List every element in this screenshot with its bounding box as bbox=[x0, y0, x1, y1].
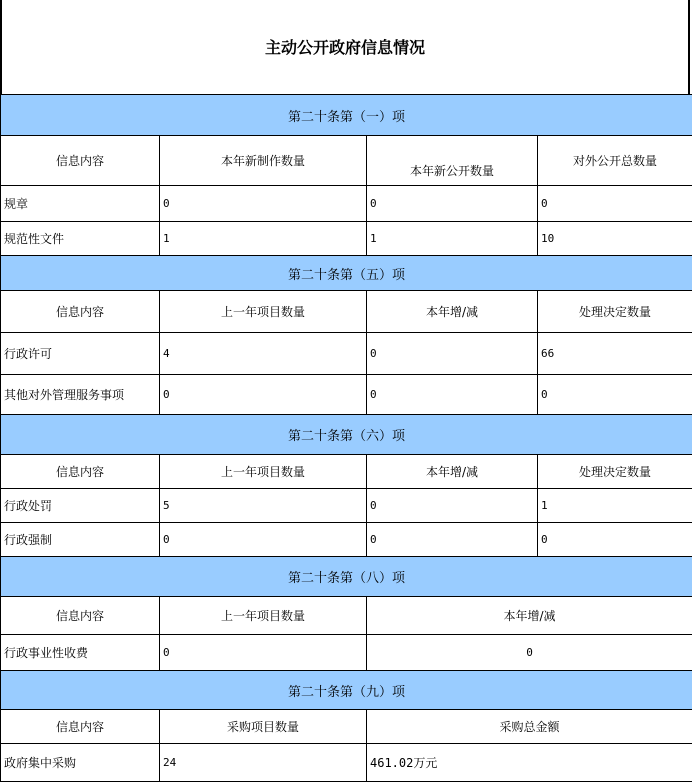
cell-value: 0 bbox=[367, 523, 538, 557]
title-row bbox=[0, 0, 690, 94]
row-label: 行政强制 bbox=[1, 523, 160, 557]
column-header: 信息内容 bbox=[1, 455, 160, 489]
column-header: 本年新公开数量 bbox=[367, 136, 538, 186]
column-header: 信息内容 bbox=[1, 136, 160, 186]
column-header: 采购总金额 bbox=[367, 710, 692, 744]
section-heading: 第二十条第（六）项 bbox=[1, 415, 692, 455]
column-header: 对外公开总数量 bbox=[538, 136, 692, 186]
table-row bbox=[1, 333, 692, 375]
header-row bbox=[1, 710, 692, 744]
section-heading-row bbox=[1, 415, 692, 455]
table-row bbox=[1, 523, 692, 557]
cell-value: 0 bbox=[538, 186, 692, 222]
column-header: 本年增/减 bbox=[367, 597, 692, 635]
row-label: 政府集中采购 bbox=[1, 744, 160, 782]
cell-value: 0 bbox=[538, 523, 692, 557]
column-header: 上一年项目数量 bbox=[160, 597, 367, 635]
row-label: 其他对外管理服务事项 bbox=[1, 375, 160, 415]
table-row bbox=[1, 222, 692, 256]
section-heading: 第二十条第（八）项 bbox=[1, 557, 692, 597]
section-heading: 第二十条第（一）项 bbox=[1, 95, 692, 136]
procurement-amount: 461.02万元 bbox=[367, 744, 692, 782]
section-heading-row bbox=[1, 671, 692, 710]
section-heading: 第二十条第（九）项 bbox=[1, 671, 692, 710]
table-row bbox=[1, 375, 692, 415]
row-label: 规范性文件 bbox=[1, 222, 160, 256]
cell-value: 0 bbox=[160, 635, 367, 671]
section-heading-row bbox=[1, 557, 692, 597]
column-header: 上一年项目数量 bbox=[160, 455, 367, 489]
column-header: 本年增/减 bbox=[367, 291, 538, 333]
cell-value: 66 bbox=[538, 333, 692, 375]
cell-value: 0 bbox=[160, 523, 367, 557]
cell-value: 0 bbox=[160, 375, 367, 415]
header-row bbox=[1, 455, 692, 489]
table-row bbox=[1, 489, 692, 523]
section-heading-row bbox=[1, 256, 692, 291]
column-header: 上一年项目数量 bbox=[160, 291, 367, 333]
cell-value: 4 bbox=[160, 333, 367, 375]
row-label: 行政事业性收费 bbox=[1, 635, 160, 671]
column-header: 处理决定数量 bbox=[538, 455, 692, 489]
table-row bbox=[1, 744, 692, 782]
cell-value: 0 bbox=[367, 489, 538, 523]
table-row bbox=[1, 186, 692, 222]
header-row bbox=[1, 136, 692, 186]
disclosure-table bbox=[0, 94, 692, 782]
cell-value: 1 bbox=[160, 222, 367, 256]
header-row bbox=[1, 597, 692, 635]
column-header: 处理决定数量 bbox=[538, 291, 692, 333]
column-header: 本年增/减 bbox=[367, 455, 538, 489]
cell-value: 5 bbox=[160, 489, 367, 523]
cell-value: 0 bbox=[367, 635, 692, 671]
section-heading: 第二十条第（五）项 bbox=[1, 256, 692, 291]
cell-value: 1 bbox=[538, 489, 692, 523]
header-row bbox=[1, 291, 692, 333]
cell-value: 10 bbox=[538, 222, 692, 256]
cell-value: 24 bbox=[160, 744, 367, 782]
column-header: 信息内容 bbox=[1, 710, 160, 744]
section-heading-row bbox=[1, 95, 692, 136]
table-row bbox=[1, 635, 692, 671]
page-title: 主动公开政府信息情况 bbox=[2, 35, 688, 58]
column-header: 本年新制作数量 bbox=[160, 136, 367, 186]
cell-value: 0 bbox=[367, 375, 538, 415]
cell-value: 0 bbox=[367, 186, 538, 222]
column-header: 信息内容 bbox=[1, 291, 160, 333]
column-header: 信息内容 bbox=[1, 597, 160, 635]
cell-value: 1 bbox=[367, 222, 538, 256]
row-label: 行政处罚 bbox=[1, 489, 160, 523]
cell-value: 0 bbox=[367, 333, 538, 375]
cell-value: 0 bbox=[160, 186, 367, 222]
row-label: 规章 bbox=[1, 186, 160, 222]
row-label: 行政许可 bbox=[1, 333, 160, 375]
cell-value: 0 bbox=[538, 375, 692, 415]
column-header: 采购项目数量 bbox=[160, 710, 367, 744]
